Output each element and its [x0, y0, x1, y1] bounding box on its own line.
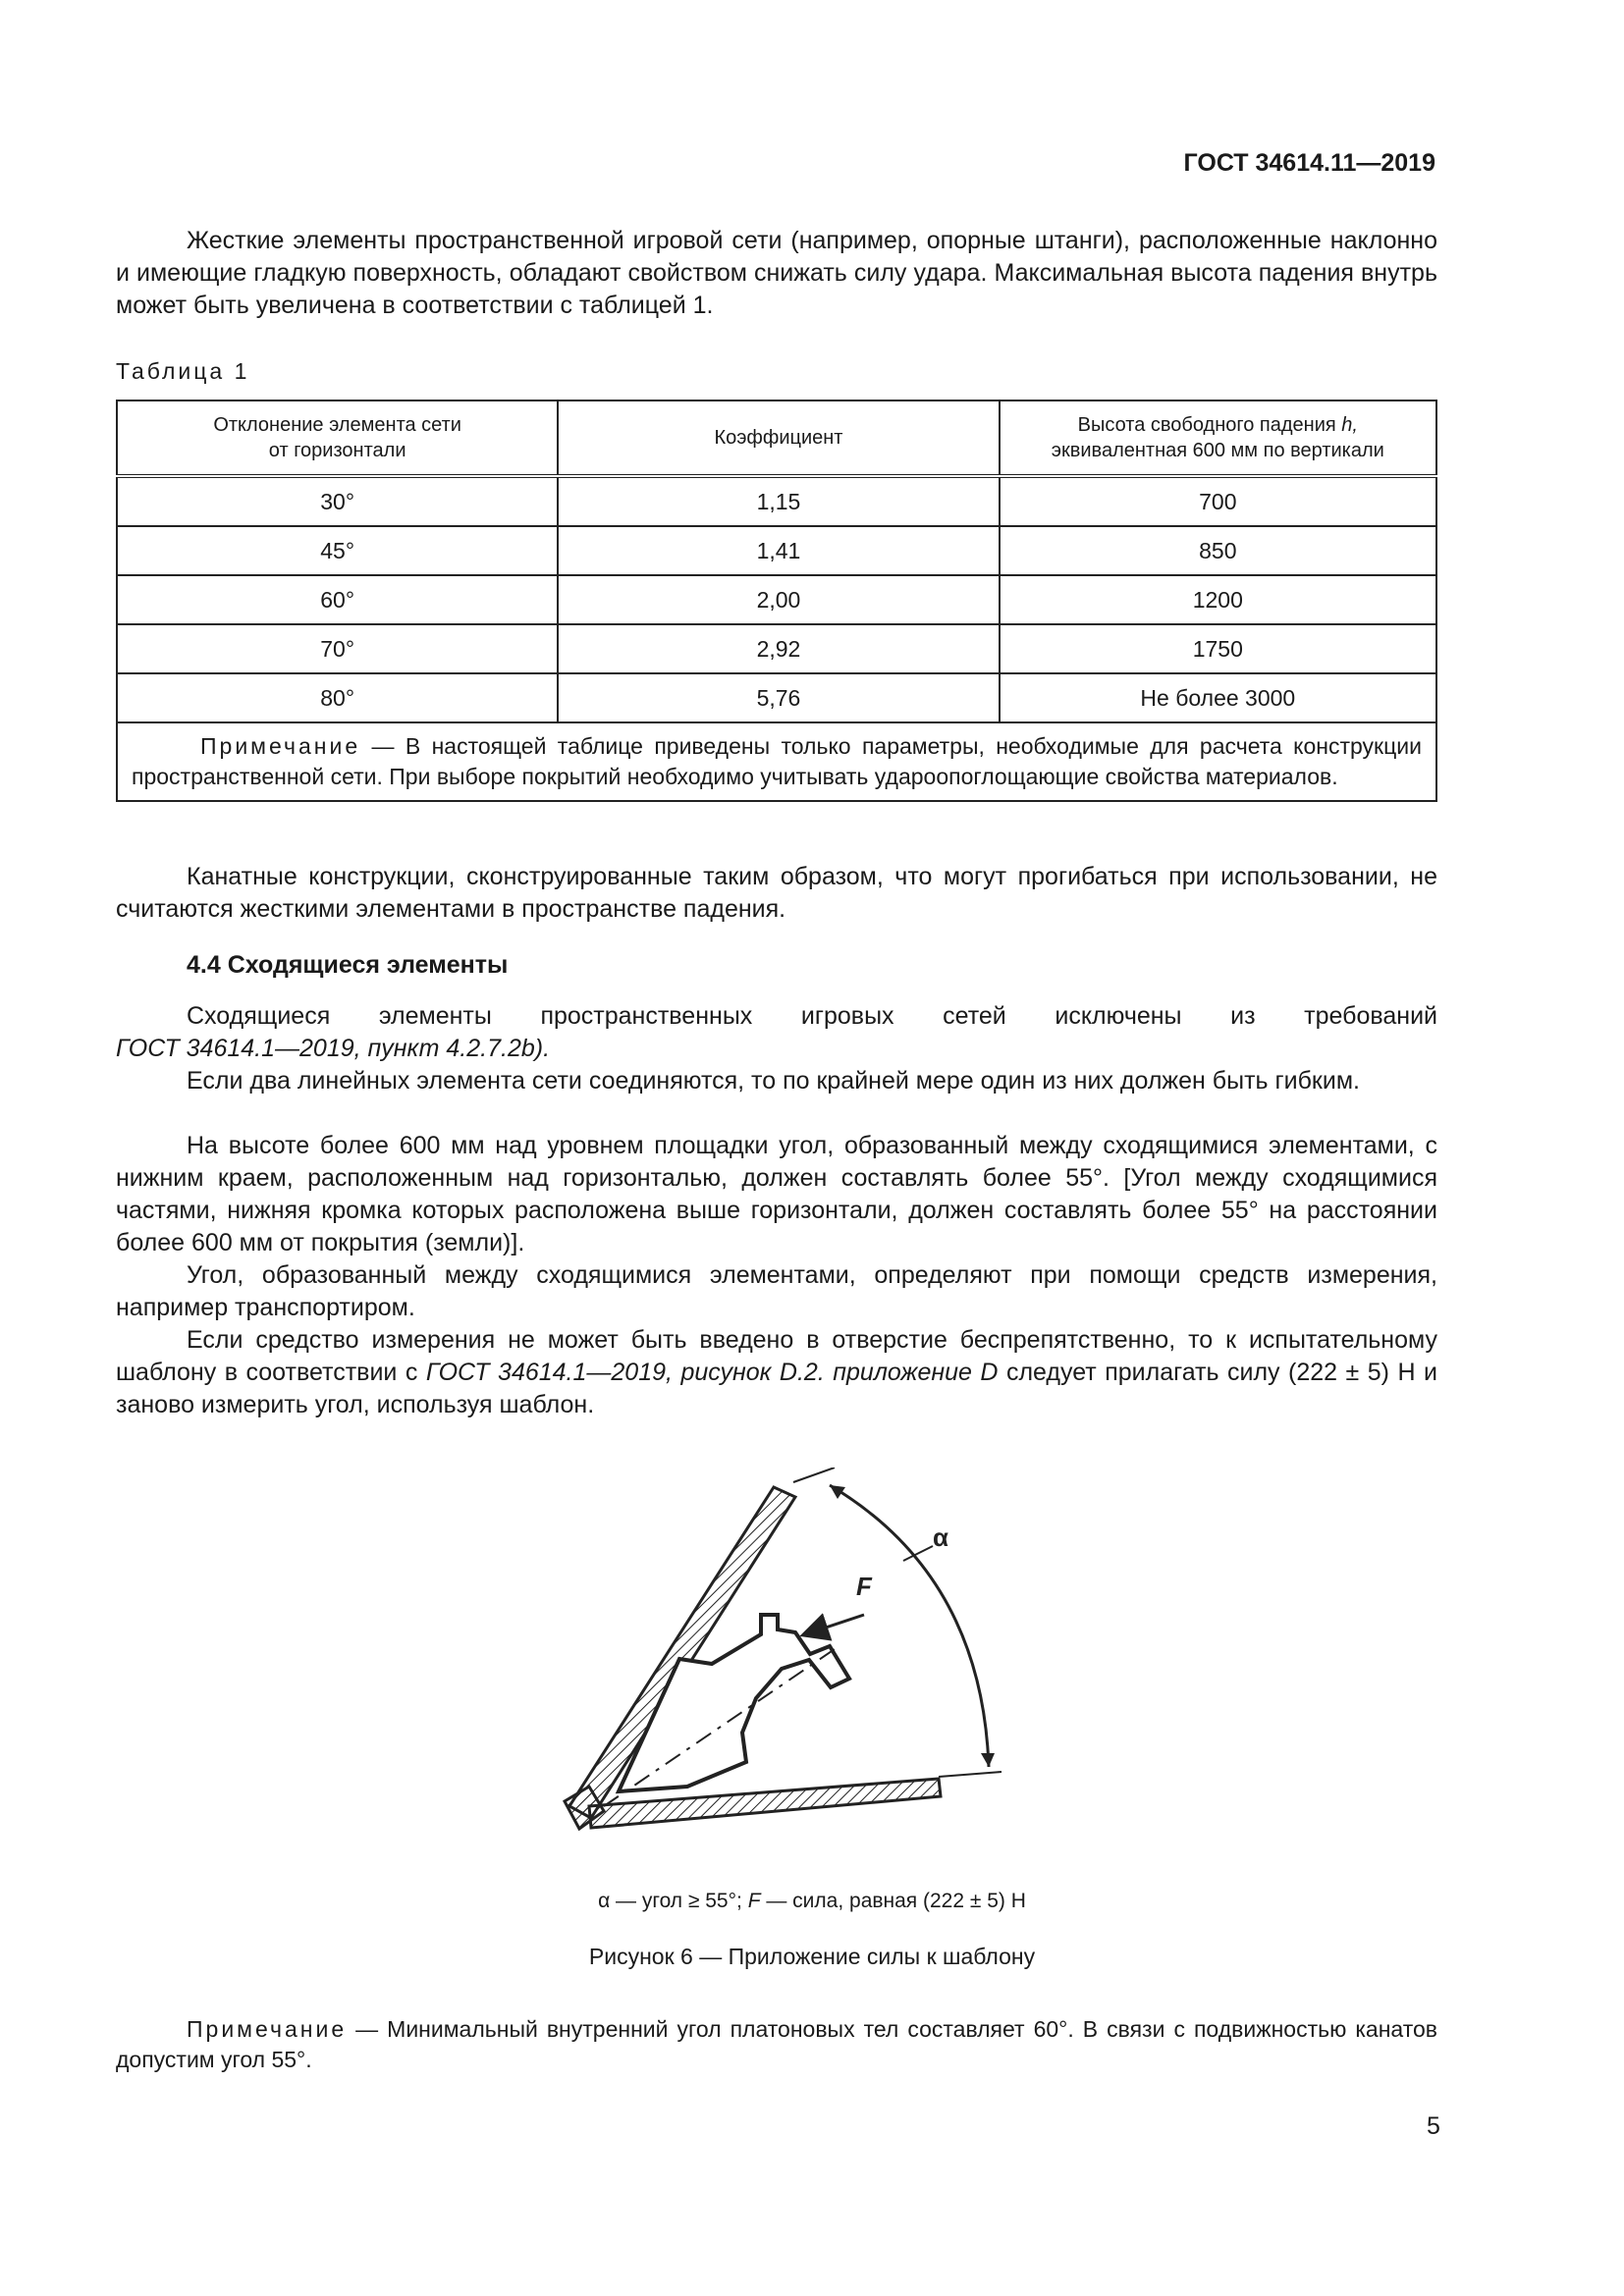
cell-coefficient: 5,76	[558, 673, 999, 722]
table-row	[117, 673, 1436, 722]
figure-legend: α — угол ≥ 55°; F — сила, равная (222 ± 5) Н	[598, 1890, 1026, 1912]
section-paragraph-4: Угол, образованный между сходящимися элементами, определяют при помощи средств измерения, например транспортиром.	[116, 1261, 1437, 1321]
figure-caption: Рисунок 6 — Приложение силы к шаблону	[588, 1944, 1036, 1969]
dimension-line-bottom	[939, 1772, 1001, 1777]
table-row	[117, 624, 1436, 673]
cell-coefficient: 2,00	[558, 575, 999, 624]
force-label: F	[856, 1572, 872, 1601]
cell-height: 1200	[1000, 575, 1436, 624]
cell-coefficient: 2,92	[558, 624, 999, 673]
header-coefficient: Коэффициент	[558, 400, 999, 476]
angle-arrow-bottom	[981, 1753, 995, 1767]
figure-6	[550, 1468, 1060, 1875]
table-row	[117, 575, 1436, 624]
table-note-row	[117, 722, 1436, 801]
section-paragraph-5: Если средство измерения не может быть введено в отверстие беспрепятственно, то к испытательному шаблону в соответствии с ГОСТ 34614.1—2019, рисунок D.2. приложение D следует прилагать силу (222 ± 5) Н и заново измерить угол, используя шаблон.	[116, 1326, 1437, 1418]
data-table	[116, 400, 1437, 802]
cell-angle: 80°	[117, 673, 558, 722]
cell-height: 850	[1000, 526, 1436, 575]
table-note: Примечание — В настоящей таблице приведены только параметры, необходимые для расчета конструкции пространственной сети. При выборе покрытий необходимо учитывать удароопоглощающие свойства материалов.	[117, 722, 1436, 801]
cell-angle: 45°	[117, 526, 558, 575]
table-caption: Таблица 1	[116, 358, 250, 384]
cell-height: 700	[1000, 476, 1436, 526]
cell-height: 1750	[1000, 624, 1436, 673]
section-paragraph-3: На высоте более 600 мм над уровнем площадки угол, образованный между сходящимися элементами, с нижним краем, расположенным над горизонталью, должен составлять более 55°. [Угол между сходящимися частями, нижняя кромка которых расположена выше горизонтали, должен составлять более 55° на расстоянии более 600 мм от покрытия (земли)].	[116, 1132, 1437, 1256]
section-title: 4.4 Сходящиеся элементы	[187, 951, 509, 979]
angle-arc	[830, 1485, 989, 1767]
table-header-row	[117, 400, 1436, 476]
page-number: 5	[1427, 2112, 1440, 2140]
cell-height: Не более 3000	[1000, 673, 1436, 722]
alpha-label: α	[933, 1522, 948, 1552]
template-diagram	[550, 1468, 1060, 1870]
table-row	[117, 476, 1436, 526]
section-paragraph-1-ref: ГОСТ 34614.1—2019, пункт 4.2.7.2b).	[116, 1035, 551, 1062]
rope-paragraph: Канатные конструкции, сконструированные таким образом, что могут прогибаться при использовании, не считаются жесткими элементами в пространстве падения.	[116, 863, 1437, 923]
section-paragraph-1: Сходящиеся элементы пространственных игровых сетей исключены из требований	[187, 1002, 1437, 1030]
cell-coefficient: 1,15	[558, 476, 999, 526]
cell-angle: 70°	[117, 624, 558, 673]
section-paragraph-2: Если два линейных элемента сети соединяются, то по крайней мере один из них должен быть гибким.	[187, 1067, 1360, 1095]
table-row	[117, 526, 1436, 575]
header-deviation: Отклонение элемента сети от горизонтали	[117, 400, 558, 476]
force-arrow	[805, 1615, 864, 1634]
cell-angle: 30°	[117, 476, 558, 526]
header-fall-height: Высота свободного падения h, эквивалентная 600 мм по вертикали	[1000, 400, 1436, 476]
final-note: Примечание — Минимальный внутренний угол платоновых тел составляет 60°. В связи с подвижностью канатов допустим угол 55°.	[116, 2016, 1437, 2072]
document-code: ГОСТ 34614.11—2019	[1183, 149, 1435, 177]
cell-angle: 60°	[117, 575, 558, 624]
dimension-line-top	[793, 1468, 835, 1482]
cell-coefficient: 1,41	[558, 526, 999, 575]
intro-paragraph: Жесткие элементы пространственной игровой сети (например, опорные штанги), расположенные наклонно и имеющие гладкую поверхность, обладают свойством снижать силу удара. Максимальная высота падения внутрь может быть увеличена в соответствии с таблицей 1.	[116, 227, 1437, 319]
